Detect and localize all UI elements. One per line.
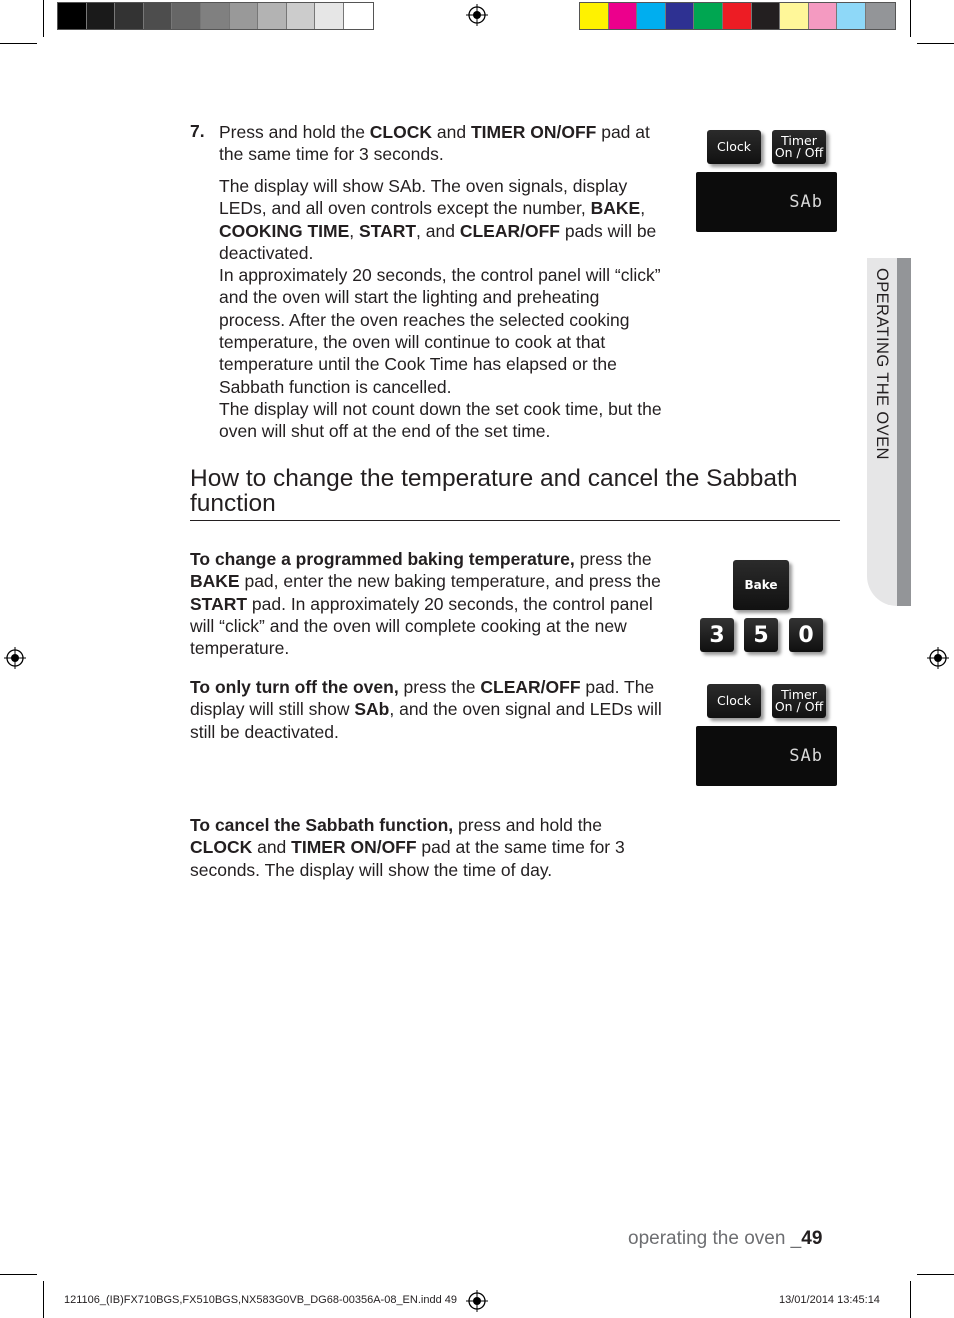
color-swatch [58,3,87,29]
change-temperature-instruction [190,548,668,659]
timer-pad-line-2: On / Off [774,699,824,714]
oven-display: SAb [696,726,837,786]
crop-mark [910,0,911,37]
registration-mark-icon [4,647,26,669]
text-run: press the [574,549,652,569]
crop-mark [0,1274,37,1275]
color-swatch [144,3,173,29]
color-swatch [580,3,609,29]
footer-section-label: operating the oven _ [628,1228,802,1249]
color-swatch [752,3,781,29]
color-swatch [287,3,316,29]
section-side-tab-label: OPERATING THE OVEN [873,268,891,460]
section-side-tab-bar [897,258,911,606]
text-run-bold: CLOCK [190,837,253,858]
text-run-bold: To change a programmed baking temperature, [190,549,575,569]
digit-pad: 5 [744,618,778,652]
timer-on-off-pad [772,130,826,164]
cancel-sabbath-instruction [190,814,668,881]
text-run-bold: To cancel the Sabbath function, [190,815,454,835]
text-run-bold: START [190,593,248,614]
text-run-bold: COOKING TIME [219,220,350,241]
text-run-bold: SAb [354,699,390,720]
text-run-bold: BAKE [590,198,641,219]
step-7-preheat-note: In approximately 20 seconds, the control panel will “click” and the oven will start the lighting and preheating process. After the oven reaches the selected cooking temperature, the oven will continue to cook at that temperature until the Cook Time has elapsed or the Sabbath function is cancelled. [219,265,661,397]
text-run: pad at the same time for 3 seconds. [219,122,650,165]
step-7-instruction [219,121,669,166]
color-swatch [315,3,344,29]
color-swatch [172,3,201,29]
color-swatch [694,3,723,29]
step-number: 7. [190,121,205,141]
crop-mark [917,1274,954,1275]
text-run: pad, enter the new baking temperature, and press the [239,571,661,592]
crop-mark [917,43,954,44]
text-run: Press and hold the [219,122,370,142]
text-run: pads will be deactivated. [219,220,657,263]
text-run: pad. The display will still show [190,677,655,720]
color-swatch [723,3,752,29]
timer-pad-line-1: Timer [781,687,817,702]
text-run: , [349,220,360,241]
text-run: pad at the same time for 3 seconds. The display will show the time of day. [190,837,625,880]
turn-off-instruction [190,676,668,743]
color-swatch [666,3,695,29]
text-run-bold: TIMER ON/OFF [291,837,417,858]
color-swatch [809,3,838,29]
text-run-bold: START [359,220,417,241]
timer-pad-line-1: Timer [781,133,817,148]
page-footer [628,1228,822,1250]
color-swatch [780,3,809,29]
crop-mark [43,1281,44,1318]
text-run-bold: BAKE [190,571,240,592]
registration-mark-icon [466,1290,488,1312]
color-swatch [258,3,287,29]
text-run-bold: TIMER ON/OFF [470,122,597,142]
crop-mark [0,43,37,44]
timer-on-off-pad [772,684,826,718]
color-swatch [866,3,895,29]
text-run: , and [416,220,460,241]
color-swatch [230,3,259,29]
digit-pad: 0 [789,618,823,652]
clock-pad: Clock [707,130,761,164]
text-run: press the [398,677,481,697]
color-swatch [344,3,373,29]
text-run: , [640,198,646,219]
crop-mark [43,0,44,37]
color-swatch [87,3,116,29]
color-swatch [837,3,866,29]
text-run-bold: CLEAR/OFF [480,677,581,697]
text-run: pad. In approximately 20 seconds, the control panel will “click” and the oven will complete cooking at the new temperature. [190,593,653,659]
color-swatch [637,3,666,29]
color-swatch [201,3,230,29]
text-run: and [432,122,471,142]
text-run: The display will show SAb. The oven signals, display LEDs, and all oven controls except the number, [219,176,628,219]
print-slug-date: 13/01/2014 13:45:14 [779,1294,880,1306]
text-run: , and the oven signal and LEDs will still be deactivated. [190,699,662,742]
text-run-bold: CLEAR/OFF [459,220,560,241]
page-number: 49 [801,1228,823,1249]
text-run: and [252,837,292,858]
digit-pad: 3 [700,618,734,652]
registration-mark-icon [927,647,949,669]
process-color-bar [579,2,896,30]
step-7-description [219,175,669,443]
crop-mark [910,1281,911,1318]
print-slug-file: 121106_(IB)FX710BGS,FX510BGS,NX583G0VB_DG68-00356A-08_EN.indd 49 [64,1294,457,1306]
section-heading: How to change the temperature and cancel the Sabbath function [190,465,798,517]
text-run: press and hold the [453,815,603,835]
clock-pad: Clock [707,684,761,718]
heading-divider [190,520,840,521]
registration-mark-icon [466,4,488,26]
text-run-bold: To only turn off the oven, [190,677,399,697]
grayscale-color-bar [57,2,374,30]
bake-pad: Bake [733,560,789,610]
oven-display: SAb [696,172,837,232]
color-swatch [609,3,638,29]
timer-pad-line-2: On / Off [774,145,824,160]
text-run-bold: CLOCK [369,122,433,142]
color-swatch [115,3,144,29]
step-7-cook-time-note: The display will not count down the set cook time, but the oven will shut off at the end of the set time. [219,398,662,442]
